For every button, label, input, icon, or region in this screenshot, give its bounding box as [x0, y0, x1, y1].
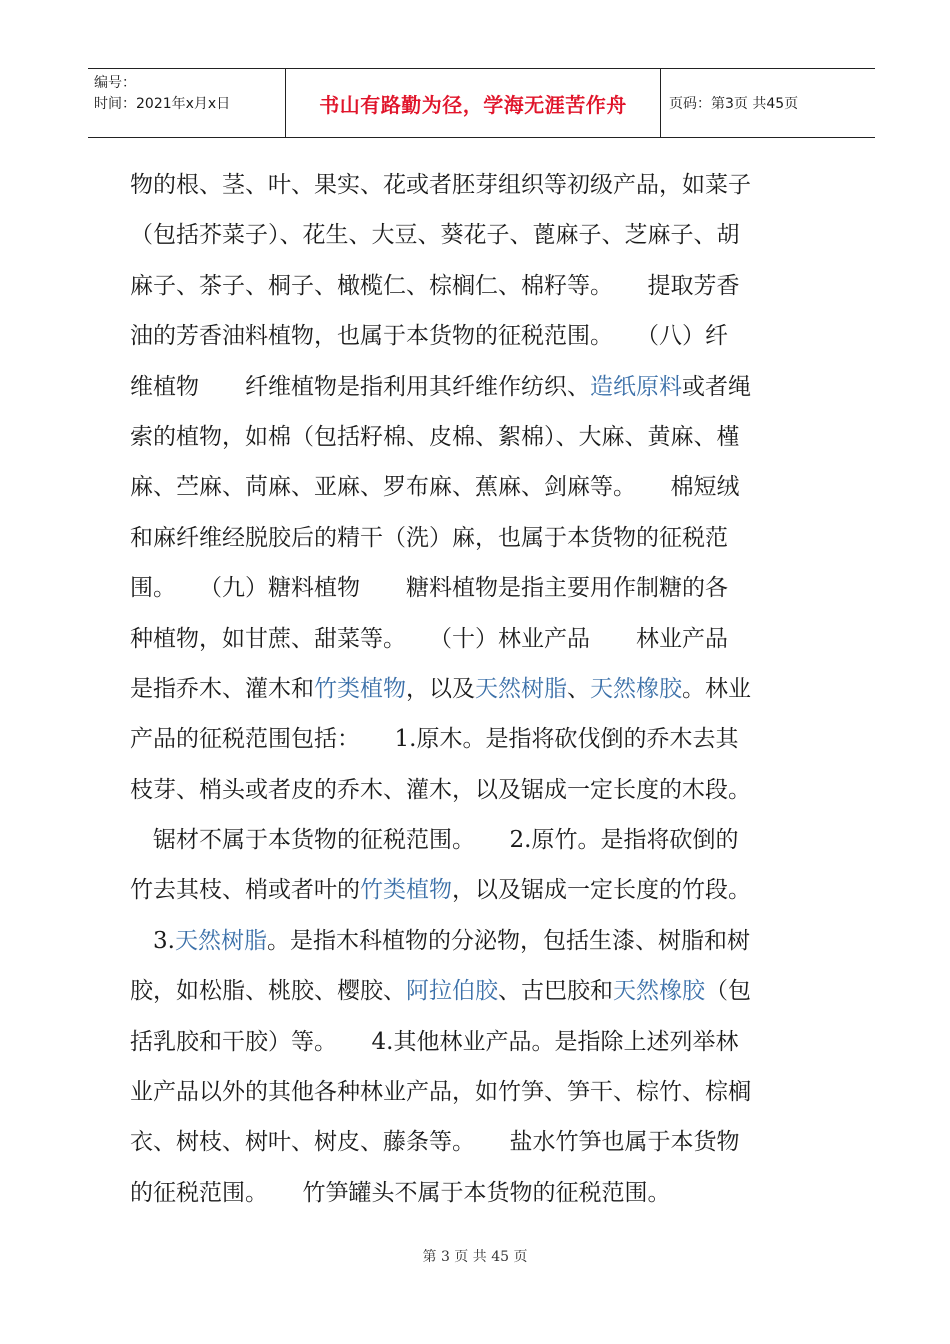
hyperlink[interactable]: 天然橡胶 [590, 675, 682, 702]
text-segment: 业产品以外的其他各种林业产品，如竹笋、笋干、棕竹、棕榈 [130, 1079, 751, 1106]
text-segment: 种植物，如甘蔗、甜菜等。 （十）林业产品 林业产品 [130, 625, 728, 652]
text-line [130, 210, 818, 260]
text-segment: 的征税范围。 竹笋罐头不属于本货物的征税范围。 [130, 1179, 671, 1206]
text-segment: 胶，如松脂、桃胶、樱胶、 [130, 978, 406, 1005]
hyperlink[interactable]: 天然树脂 [475, 675, 567, 702]
text-line [130, 966, 818, 1016]
text-line [130, 1067, 818, 1117]
text-segment: 物的根、茎、叶、果实、花或者胚芽组织等初级产品，如菜子 [130, 172, 751, 198]
text-line [130, 462, 818, 512]
text-line [130, 412, 818, 462]
text-segment: 、古巴胶和 [498, 978, 613, 1005]
text-segment: ，以及锯成一定长度的竹段。 [452, 877, 751, 904]
text-line [130, 815, 818, 865]
text-segment: 竹去其枝、梢或者叶的 [130, 877, 360, 904]
text-line [130, 563, 818, 613]
text-line [130, 765, 818, 815]
text-segment: （包括芥菜子）、花生、大豆、葵花子、蓖麻子、芝麻子、胡 [130, 222, 740, 249]
text-segment: 油的芳香油料植物，也属于本货物的征税范围。 （八）纤 [130, 323, 728, 350]
body-text [130, 160, 818, 1218]
hyperlink[interactable]: 阿拉伯胶 [406, 978, 498, 1005]
serial-label: 编号： [94, 75, 136, 91]
hyperlink[interactable]: 竹类植物 [360, 877, 452, 904]
text-line [130, 1017, 818, 1067]
text-segment: 括乳胶和干胶）等。 4.其他林业产品。是指除上述列举林 [130, 1028, 739, 1055]
text-segment: 是指乔木、灌木和 [130, 675, 314, 702]
text-line [130, 261, 818, 311]
hyperlink[interactable]: 竹类植物 [314, 675, 406, 702]
hyperlink[interactable]: 天然树脂 [174, 927, 267, 954]
text-segment: 锯材不属于本货物的征税范围。 2.原竹。是指将砍倒的 [130, 827, 739, 854]
text-segment: ，以及 [406, 675, 475, 702]
text-segment: 麻子、茶子、桐子、橄榄仁、棕榈仁、棉籽等。 提取芳香 [130, 272, 740, 299]
text-line [130, 714, 818, 764]
text-segment: 。林业 [682, 675, 751, 702]
text-line [130, 311, 818, 361]
text-segment: 、 [567, 675, 590, 702]
time-label: 时间：2021年x月x日 [94, 96, 231, 112]
text-line [130, 1117, 818, 1167]
hyperlink[interactable]: 天然橡胶 [613, 978, 705, 1005]
header-motto-cell [286, 69, 661, 137]
text-segment: 索的植物，如棉（包括籽棉、皮棉、絮棉）、大麻、黄麻、槿 [130, 423, 740, 450]
text-segment: 3. [130, 927, 175, 954]
text-line [130, 160, 818, 210]
text-segment: 产品的征税范围包括： 1.原木。是指将砍伐倒的乔木去其 [130, 726, 739, 753]
text-segment: 衣、树枝、树叶、树皮、藤条等。 盐水竹笋也属于本货物 [130, 1129, 740, 1156]
text-segment: 或者绳 [682, 373, 751, 400]
text-line [130, 664, 818, 714]
text-segment: 麻、苎麻、苘麻、亚麻、罗布麻、蕉麻、剑麻等。 棉短绒 [130, 474, 740, 501]
page-footer: 第 3 页 共 45 页 [422, 1249, 528, 1265]
hyperlink[interactable]: 造纸原料 [590, 373, 682, 400]
text-segment: 和麻纤维经脱胶后的精干（洗）麻，也属于本货物的征税范 [130, 524, 728, 551]
page-number-label: 页码：第3页 共45页 [669, 96, 799, 112]
header-page-cell [661, 69, 875, 137]
header-meta-cell [88, 69, 286, 137]
text-segment: 。是指木科植物的分泌物，包括生漆、树脂和树 [266, 927, 750, 954]
text-line [130, 513, 818, 563]
text-segment: 维植物 纤维植物是指利用其纤维作纺织、 [130, 373, 590, 400]
text-line [130, 916, 818, 966]
text-line [130, 362, 818, 412]
text-line [130, 1168, 818, 1218]
text-segment: （包 [705, 978, 751, 1005]
text-line [130, 865, 818, 915]
text-segment: 枝芽、梢头或者皮的乔木、灌木，以及锯成一定长度的木段。 [130, 776, 751, 803]
text-line [130, 614, 818, 664]
document-header [88, 68, 875, 138]
text-segment: 围。 （九）糖料植物 糖料植物是指主要用作制糖的各 [130, 575, 728, 602]
motto-text: 书山有路勤为径，学海无涯苦作舟 [319, 92, 627, 117]
